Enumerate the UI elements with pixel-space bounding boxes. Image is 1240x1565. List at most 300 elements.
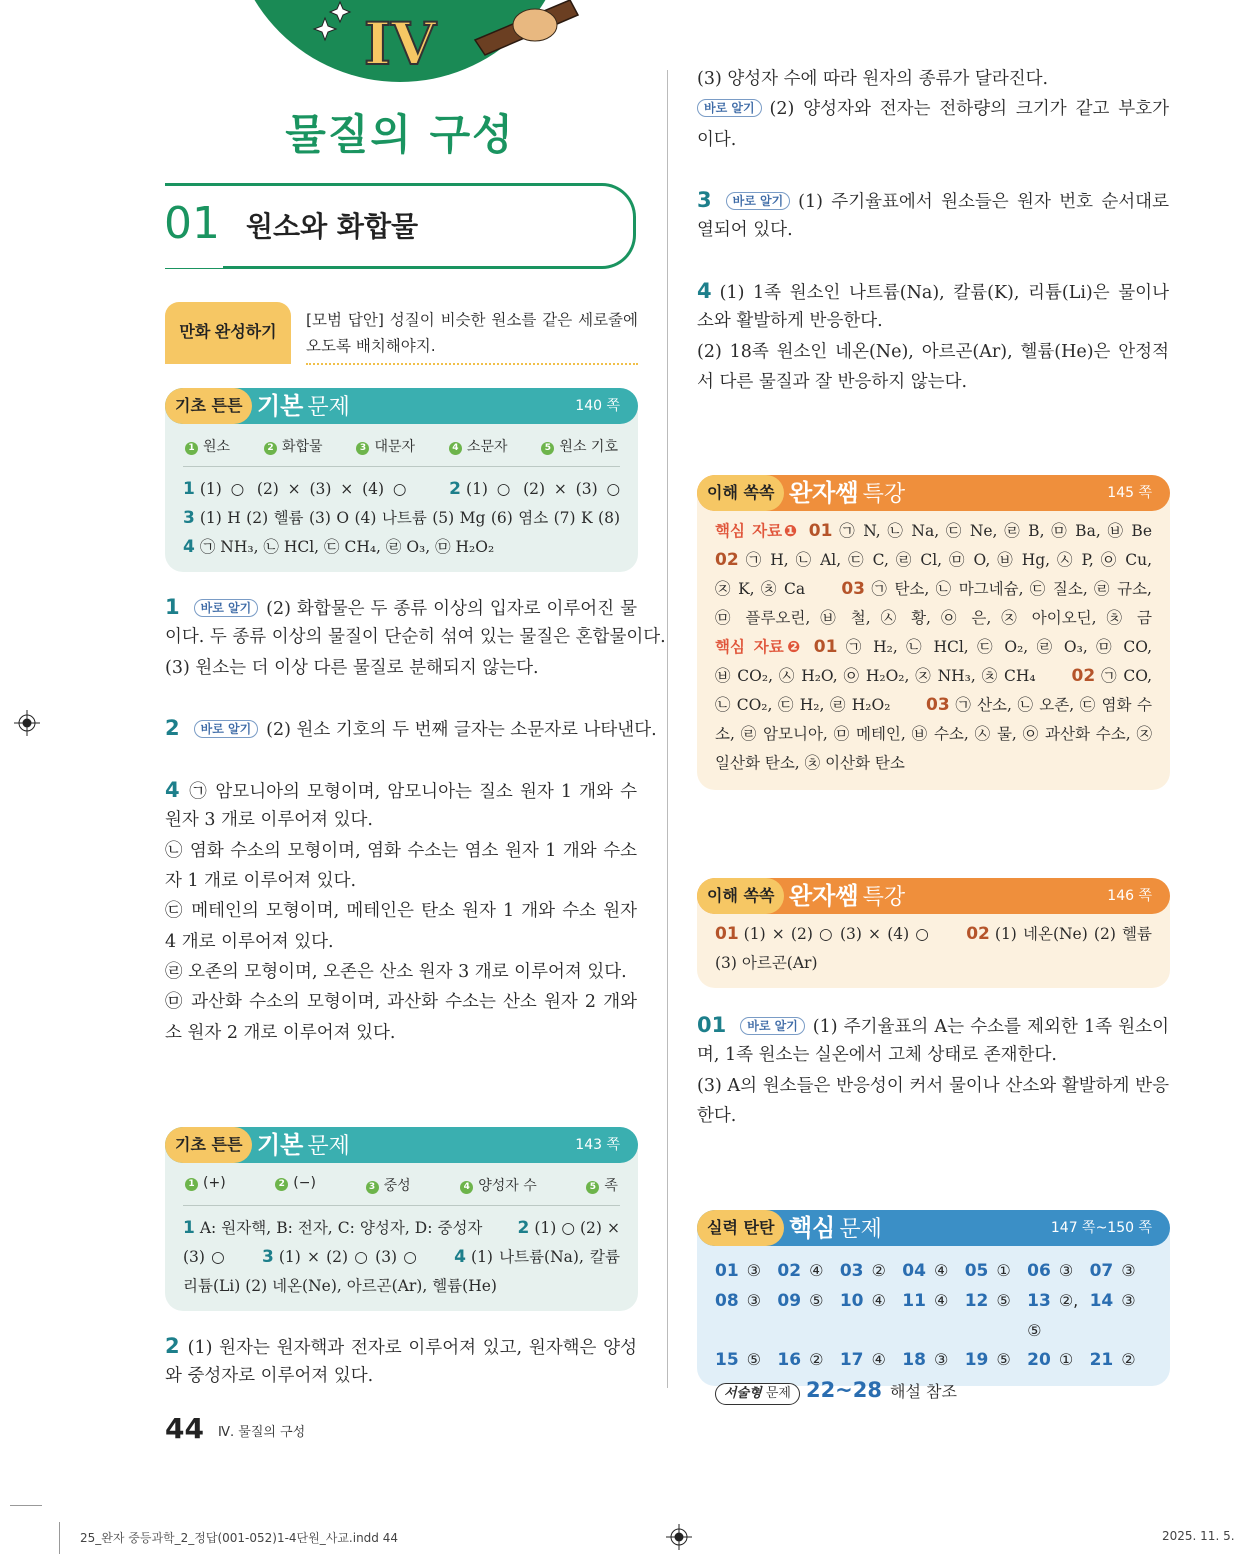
basic-problem-box-140 [165, 388, 638, 572]
answer-text: 소, ㉣ 암모니아, ㉤ 메테인, ㉥ 수소, ㉦ 물, ㉧ 과산화 수소, ㉨ [715, 725, 1152, 743]
question-number: 02 [777, 1261, 802, 1281]
answer-line [715, 720, 1152, 749]
text-line [697, 337, 1169, 367]
choice: ③ [1121, 1261, 1136, 1280]
right-explanations-4 [697, 1010, 1169, 1131]
choice: ③ [746, 1261, 762, 1280]
blank-text: (−) [293, 1175, 316, 1191]
answer-line [715, 633, 1152, 662]
answer-line [715, 662, 1152, 691]
answer-text: (1) 주기율표의 A는 수소를 제외한 1족 원소이 [812, 1017, 1169, 1037]
correct-it-badge: 바로 알기 [697, 99, 762, 117]
answer-text: (3) A의 원소들은 반응성이 커서 물이나 산소와 활발하게 반응 [697, 1075, 1169, 1096]
choice: ④ [871, 1291, 886, 1310]
answer-text: ㉨ K, ㉩ Ca [715, 580, 806, 598]
question-number: 16 [777, 1350, 802, 1370]
question-number: 18 [902, 1350, 926, 1370]
paragraph [165, 1331, 637, 1392]
box145-title-bar [697, 475, 1170, 511]
box-title-bold: 기본 [257, 1131, 304, 1159]
answer-text: 열되어 있다. [697, 220, 793, 241]
answer-text: (1) 네온(Ne) (2) 헬륨 [994, 925, 1152, 943]
answer-line [715, 546, 1152, 575]
question-number: 21 [1089, 1350, 1114, 1370]
blank-answer [275, 1175, 316, 1195]
answer-text: 소와 활발하게 반응한다. [697, 311, 883, 332]
box-title-rest: 특강 [862, 482, 906, 507]
answer-text: (2) 화합물은 두 종류 이상의 입자로 이루어진 물 [266, 599, 637, 619]
question-number: 3 [183, 508, 195, 528]
answer-item [840, 1256, 902, 1286]
answer-item [965, 1345, 1027, 1375]
answer-text: ㉤ 과산화 수소의 모형이며, 과산화 수소는 산소 원자 2 개와 [165, 992, 637, 1013]
blank-number-icon: 1 [185, 1178, 198, 1191]
answer-text: A: 원자핵, B: 전자, C: 양성자, D: 중성자 [199, 1219, 483, 1237]
answer-text: ㉠ N, ㉡ Na, ㉢ Ne, ㉣ B, ㉤ Ba, ㉥ Be [837, 522, 1152, 540]
text-line [165, 592, 637, 622]
blank-number-icon: 4 [460, 1181, 473, 1194]
answer-text: ㉡ CO₂, ㉢ H₂, ㉣ H₂O₂ [715, 696, 891, 714]
question-number: 1 [183, 479, 195, 499]
answer-text: ㉥ CO₂, ㉦ H₂O, ㉧ H₂O₂, ㉨ NH₃, ㉩ CH₄ [715, 667, 1036, 685]
answer-text: 소 원자 2 개로 이루어져 있다. [165, 1022, 396, 1043]
box-title-rest: 문제 [307, 395, 350, 420]
answer-text: ㉤ 플루오린, ㉥ 철, ㉦ 황, ㉧ 은, ㉨ 아이오딘, ㉩ 금 [715, 609, 1152, 627]
comic-line: 오도록 배치해야지. [306, 337, 436, 355]
fill-in-blanks [183, 1175, 620, 1206]
paragraph [697, 276, 1169, 337]
answer-item [902, 1256, 964, 1286]
answer-text: (2) 원소 기호의 두 번째 글자는 소문자로 나타낸다. [266, 719, 657, 740]
question-number: 03 [841, 579, 866, 599]
comic-label: 만화 완성하기 [165, 302, 291, 364]
page-reference: 140 쪽 [575, 398, 620, 414]
blank-text: 양성자 수 [478, 1178, 537, 1194]
choice: ②, ⑤ [1027, 1291, 1079, 1340]
core-problem-box [697, 1210, 1170, 1402]
text-line [165, 653, 637, 683]
text-line [165, 866, 637, 896]
question-number: 05 [964, 1261, 989, 1281]
section-tag: 실력 탄탄 [697, 1210, 784, 1246]
blank-text: 대문자 [374, 439, 416, 455]
print-date: 2025. 11. 5. [1162, 1529, 1235, 1543]
answer-text: ㉠ H, ㉡ Al, ㉢ C, ㉣ Cl, ㉤ O, ㉥ Hg, ㉦ P, ㉧ Cu, [743, 551, 1152, 569]
answer-text: (1) ○ (2) × (3) ○ [466, 480, 620, 498]
question-number: 19 [964, 1350, 989, 1370]
essay-badge [715, 1383, 800, 1405]
answer-text: (2) 양성자와 전자는 전하량의 크기가 같고 부호가 [769, 99, 1169, 120]
answer-line [715, 604, 1152, 633]
box146-title-bar [697, 878, 1170, 914]
answer-text: ㉡ 염화 수소의 모형이며, 염화 수소는 염소 원자 1 개와 수소 [165, 840, 637, 861]
correct-it-badge: 바로 알기 [194, 599, 259, 617]
answer-text: (1) ○ (2) × (3) × (4) ○ [199, 480, 411, 498]
choice: ③ [1058, 1261, 1074, 1280]
choice: ① [996, 1261, 1011, 1280]
left-explanations-2 [165, 1331, 637, 1392]
box-title-bold: 완자쌤 [789, 882, 859, 910]
paragraph [697, 94, 1169, 155]
text-line [697, 306, 1169, 336]
choice: ⑤ [746, 1350, 762, 1369]
page-reference: 146 쪽 [1107, 888, 1152, 904]
text-line [697, 367, 1169, 397]
answer-item [840, 1345, 902, 1375]
question-number: 3 [697, 188, 712, 212]
question-number: 06 [1027, 1261, 1051, 1281]
box-title [789, 878, 905, 916]
question-number: 2 [517, 1218, 530, 1238]
essay-range: 22~28 [805, 1378, 882, 1402]
answer-item [902, 1345, 964, 1375]
left-explanations-1 [165, 592, 666, 1048]
answer-item [1090, 1286, 1152, 1345]
choice: ⑤ [809, 1291, 824, 1310]
blank-answer [185, 436, 230, 456]
answer-line [715, 575, 1152, 604]
answer-text: ㉣ 오존의 모형이며, 오존은 산소 원자 3 개로 이루어져 있다. [165, 961, 627, 982]
text-line [165, 1018, 637, 1048]
blank-text: (+) [203, 1175, 226, 1191]
text-line [165, 775, 637, 805]
question-number: 4 [165, 778, 180, 803]
answer-line [183, 1272, 620, 1301]
answer-line [183, 1214, 620, 1243]
choice: ③ [1121, 1291, 1136, 1310]
paragraph [697, 337, 1169, 398]
blank-answer [264, 436, 323, 456]
answer-text: 와 중성자로 이루어져 있다. [165, 1366, 374, 1387]
box146-body [715, 920, 1152, 978]
text-line [697, 1040, 1169, 1070]
chapter-number: IV [363, 10, 437, 78]
blank-text: 중성 [383, 1178, 411, 1194]
question-number: 2 [165, 1334, 180, 1358]
answer-text: ㉠ NH₃, ㉡ HCl, ㉢ CH₄, ㉣ O₃, ㉤ H₂O₂ [199, 538, 495, 556]
chapter-title: 물질의 구성 [285, 110, 515, 159]
answer-item [715, 1286, 777, 1345]
answer-text: 한다. [697, 1105, 737, 1126]
correct-it-badge: 바로 알기 [194, 720, 259, 738]
question-number: 07 [1089, 1261, 1114, 1281]
answer-grid [715, 1256, 1152, 1375]
question-number: 02 [715, 550, 739, 570]
fill-in-blanks [183, 436, 620, 467]
answer-text: 자 1 개로 이루어져 있다. [165, 871, 357, 892]
basic-problem-box-143 [165, 1127, 638, 1311]
choice: ④ [933, 1291, 949, 1310]
right-explanations-1 [697, 64, 1169, 155]
blank-answer [366, 1175, 411, 1195]
answer-text: 4 개로 이루어져 있다. [165, 931, 334, 952]
question-number: 13 [1027, 1291, 1051, 1311]
question-number: 4 [454, 1247, 467, 1267]
comic-line: [모범 답안] 성질이 비슷한 원소를 같은 세로줄에 [306, 311, 638, 329]
comic-answer [306, 307, 638, 365]
answer-item [965, 1286, 1027, 1345]
blank-number-icon: 3 [356, 442, 369, 455]
question-number: 08 [715, 1291, 739, 1311]
question-number: 02 [966, 924, 990, 944]
question-number: 1 [165, 595, 180, 619]
answer-text: 이다. 두 종류 이상의 물질이 단순히 섞여 있는 물질은 혼합물이다. [165, 627, 666, 648]
choice: ⑤ [996, 1350, 1011, 1369]
answer-line [183, 1243, 620, 1272]
frame-gap [163, 258, 223, 268]
answer-line [715, 691, 1152, 720]
paragraph [165, 836, 637, 897]
text-line [697, 185, 1169, 215]
paragraph [165, 957, 637, 987]
answer-item [777, 1286, 839, 1345]
answer-text: 일산화 탄소, ㉩ 이산화 탄소 [715, 754, 905, 772]
answer-text: (1) 원자는 원자핵과 전자로 이루어져 있고, 원자핵은 양성 [187, 1338, 637, 1358]
box-title-bold: 핵심 [789, 1214, 836, 1242]
answer-item [1090, 1256, 1152, 1286]
blank-number-icon: 5 [586, 1181, 599, 1194]
choice: ② [871, 1261, 886, 1280]
blank-answer [185, 1175, 226, 1195]
page-number: 44 [165, 1412, 204, 1445]
answer-text: (3) 원소는 더 이상 다른 물질로 분해되지 않는다. [165, 657, 539, 678]
blank-number-icon: 2 [275, 1178, 288, 1191]
blank-number-icon: 2 [264, 442, 277, 455]
question-number: 04 [902, 1261, 926, 1281]
text-line [165, 896, 637, 926]
text-line [165, 957, 637, 987]
lecture-box-145 [697, 475, 1170, 790]
answer-line [715, 517, 1152, 546]
box147-body [715, 1256, 1152, 1407]
box-title-rest: 문제 [839, 1217, 882, 1242]
section-tag: 이해 쏙쏙 [697, 475, 784, 511]
text-line [697, 1071, 1169, 1101]
crop-mark [10, 1505, 42, 1506]
paragraph [697, 185, 1169, 246]
file-name: 25_완자 중등과학_2_정답(001-052)1-4단원_사교.indd 44 [80, 1531, 398, 1545]
box-title [789, 475, 905, 513]
choice: ② [1121, 1350, 1136, 1369]
page-reference: 147 쪽~150 쪽 [1050, 1220, 1152, 1236]
choice: ⑤ [996, 1291, 1011, 1310]
text-line [165, 622, 666, 652]
box-title [257, 388, 350, 426]
blank-number-icon: 3 [366, 1181, 379, 1194]
text-line [165, 805, 637, 835]
answer-text: (1) 주기율표에서 원소들은 원자 번호 순서대로 [798, 192, 1169, 212]
question-number: 02 [1071, 666, 1096, 686]
right-explanations-2 [697, 185, 1169, 246]
answer-text: ㉠ 암모니아의 모형이며, 암모니아는 질소 원자 1 개와 수 [187, 782, 637, 803]
text-line [697, 215, 1169, 245]
choice: ④ [933, 1261, 949, 1280]
correct-it-badge: 바로 알기 [726, 192, 791, 210]
answer-text: 서 다른 물질과 잘 반응하지 않는다. [697, 371, 968, 392]
question-number: 4 [183, 537, 195, 557]
answer-text: 며, 1족 원소는 실온에서 고체 상태로 존재한다. [697, 1045, 1057, 1066]
box143-title-bar [165, 1127, 638, 1163]
answer-line [183, 533, 620, 562]
text-line [697, 125, 1169, 155]
question-number: 01 [715, 1261, 739, 1281]
answer-item [715, 1256, 777, 1286]
answer-text: 리튬(Li) (2) 네온(Ne), 아르곤(Ar), 헬륨(He) [183, 1277, 497, 1295]
question-number: 01 [697, 1013, 727, 1037]
crop-mark [59, 1522, 60, 1554]
blank-text: 족 [604, 1178, 618, 1194]
section-tag: 기초 튼튼 [165, 1127, 252, 1163]
choice: ① [1058, 1350, 1074, 1369]
box147-title-bar [697, 1210, 1170, 1246]
answer-text: ㉢ 메테인의 모형이며, 메테인은 탄소 원자 1 개와 수소 원자 [165, 901, 637, 922]
answer-line [715, 920, 1152, 949]
text-line [165, 927, 637, 957]
question-number: 14 [1089, 1291, 1114, 1311]
box140-body [183, 436, 620, 562]
section-tag: 기초 튼튼 [165, 388, 252, 424]
question-number: 3 [262, 1247, 274, 1267]
essay-badge-rest: 문제 [765, 1386, 791, 1401]
lecture-box-146 [697, 878, 1170, 988]
paragraph [697, 1071, 1169, 1132]
question-number: 20 [1027, 1350, 1051, 1370]
paragraph [165, 653, 637, 683]
right-explanations-3 [697, 276, 1169, 397]
box143-body [183, 1175, 620, 1301]
answer-item [777, 1345, 839, 1375]
question-number: 01 [813, 637, 838, 657]
blank-answer [449, 436, 508, 456]
blank-text: 소문자 [466, 439, 508, 455]
paragraph [165, 592, 666, 653]
question-number: 12 [964, 1291, 989, 1311]
answer-item [715, 1345, 777, 1375]
question-number: 15 [715, 1350, 739, 1370]
choice: ④ [871, 1350, 886, 1369]
question-number: 03 [926, 695, 950, 715]
paragraph [697, 64, 1169, 94]
answer-text: ㉠ CO, [1100, 667, 1152, 685]
blank-text: 화합물 [281, 439, 323, 455]
answer-text: (1) H (2) 헬륨 (3) O (4) 나트륨 (5) Mg (6) 염소 (7) K (8) [199, 509, 620, 527]
answer-item [1027, 1256, 1089, 1286]
answer-text: (1) ○ (2) × [534, 1219, 620, 1237]
box-title [789, 1210, 882, 1248]
question-number: 1 [183, 1218, 195, 1238]
question-number: 11 [902, 1291, 926, 1311]
answer-text: ㉠ 탄소, ㉡ 마그네슘, ㉢ 질소, ㉣ 규소, [870, 580, 1152, 598]
paragraph [165, 987, 637, 1048]
box-title-bold: 기본 [257, 392, 304, 420]
question-number: 03 [839, 1261, 864, 1281]
page-reference: 145 쪽 [1107, 485, 1152, 501]
question-number: 2 [449, 479, 462, 499]
text-line [697, 1010, 1169, 1040]
question-number: 01 [715, 924, 739, 944]
choice: ④ [809, 1261, 824, 1280]
answer-text: 원자 3 개로 이루어져 있다. [165, 810, 373, 831]
answer-text: (1) 나트륨(Na), 칼륨 [471, 1248, 620, 1266]
answer-item [965, 1256, 1027, 1286]
answer-text: ㉠ 산소, ㉡ 오존, ㉢ 염화 수 [954, 696, 1152, 714]
answer-text: ㉠ H₂, ㉡ HCl, ㉢ O₂, ㉣ O₃, ㉤ CO, [842, 638, 1152, 656]
answer-item [1090, 1345, 1152, 1375]
text-line [165, 836, 637, 866]
text-line [697, 1101, 1169, 1131]
text-line [697, 94, 1169, 124]
section-number: 01 [164, 198, 220, 249]
column-divider [667, 70, 668, 1388]
essay-note: 해설 참조 [890, 1382, 957, 1401]
paragraph [165, 713, 657, 745]
answer-text: (1) × (2) ○ (3) × (4) ○ [743, 925, 931, 943]
blank-answer [356, 436, 415, 456]
paragraph [165, 775, 637, 836]
text-line [697, 64, 1169, 94]
paragraph [165, 896, 637, 957]
answer-item [840, 1286, 902, 1345]
registration-mark-icon [666, 1524, 692, 1550]
answer-item [1027, 1345, 1089, 1375]
answer-item [777, 1256, 839, 1286]
text-line [165, 1361, 637, 1391]
answer-item [1027, 1286, 1089, 1345]
page-reference: 143 쪽 [575, 1137, 620, 1153]
blank-number-icon: 4 [449, 442, 462, 455]
text-line [165, 1331, 637, 1361]
question-number: 01 [808, 521, 833, 541]
box-title-bold: 완자쌤 [789, 479, 859, 507]
text-line [165, 987, 637, 1017]
answer-text: (1) × (2) ○ (3) ○ [278, 1248, 419, 1266]
text-line [697, 276, 1169, 306]
box-title [257, 1127, 350, 1165]
question-number: 17 [839, 1350, 864, 1370]
answer-line [183, 475, 620, 504]
box145-body [715, 517, 1152, 778]
answer-text: (3) 양성자 수에 따라 원자의 종류가 달라진다. [697, 69, 1049, 89]
choice: ② [809, 1350, 824, 1369]
blank-answer [586, 1175, 618, 1195]
blank-answer [541, 436, 618, 456]
answer-text: (2) 18족 원소인 네온(Ne), 아르곤(Ar), 헬륨(He)은 안정적 [697, 341, 1169, 362]
blank-answer [460, 1175, 537, 1195]
blank-text: 원소 [203, 439, 231, 455]
paragraph [697, 1010, 1169, 1071]
answer-text: (3) ○ [183, 1248, 226, 1266]
answer-text: 이다. [697, 129, 737, 150]
question-number: 09 [777, 1291, 802, 1311]
answer-text: (1) 1족 원소인 나트륨(Na), 칼륨(K), 리튬(Li)은 물이나 [719, 283, 1169, 303]
blank-number-icon: 5 [541, 442, 554, 455]
answer-line [715, 949, 1152, 978]
question-number: 2 [165, 715, 180, 740]
section-tag: 이해 쏙쏙 [697, 878, 784, 914]
key-data-label: 핵심 자료❶ [715, 522, 799, 540]
text-line [165, 713, 657, 745]
essay-line [715, 1375, 1152, 1407]
choice: ③ [746, 1291, 762, 1310]
blank-number-icon: 1 [185, 442, 198, 455]
answer-text: (3) 아르곤(Ar) [715, 954, 818, 972]
choice: ③ [933, 1350, 949, 1369]
blank-text: 원소 기호 [559, 439, 618, 455]
registration-mark-icon [14, 710, 40, 736]
correct-it-badge: 바로 알기 [740, 1017, 805, 1035]
answer-line [715, 749, 1152, 778]
key-data-label: 핵심 자료❷ [715, 638, 804, 656]
